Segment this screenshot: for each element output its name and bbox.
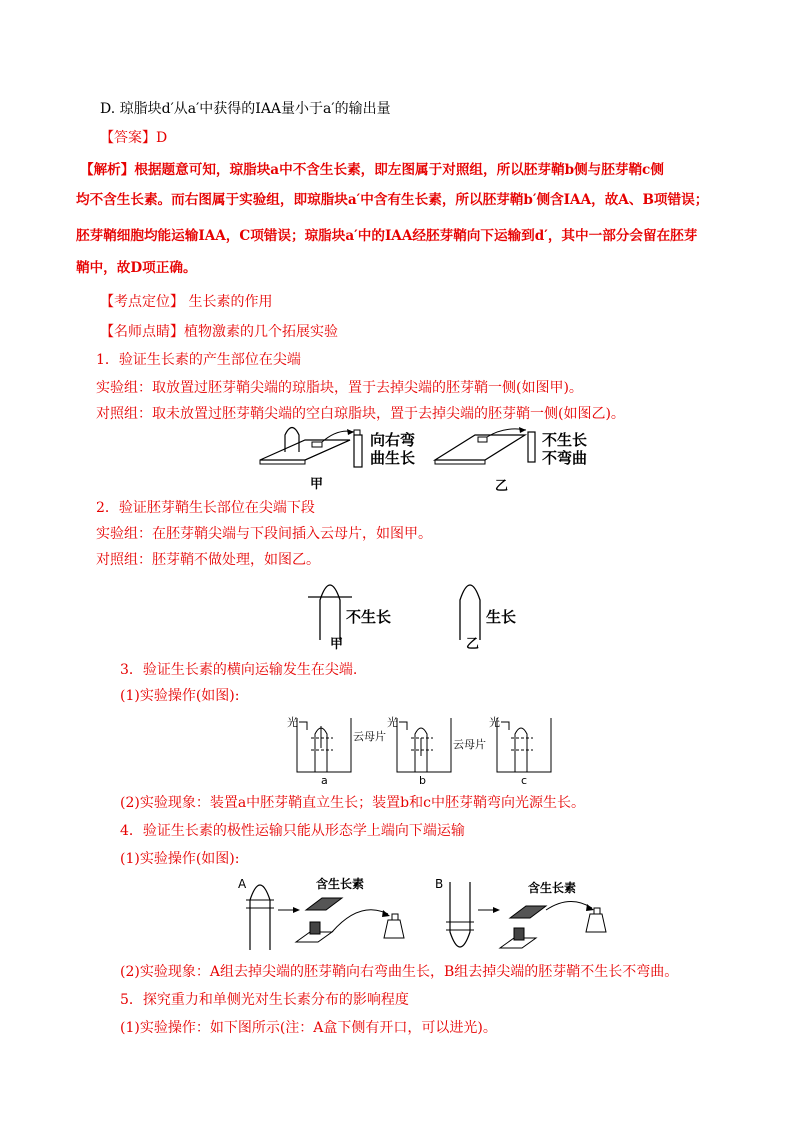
exp3-title: 3．验证生长素的横向运输发生在尖端.: [120, 662, 358, 678]
option-d: D. 琼脂块d′从a′中获得的IAA量小于a′的输出量: [100, 101, 391, 117]
exp1-right-text-1: 不生长: [542, 431, 588, 449]
exp3-phenomenon: (2)实验现象：装置a中胚芽鞘直立生长；装置b和c中胚芽鞘弯向光源生长。: [120, 795, 585, 811]
exp4-label-a: A: [238, 877, 247, 891]
exp1-title: 1．验证生长素的产生部位在尖端: [96, 352, 301, 368]
exp4-figure: [230, 870, 640, 956]
exp2-right-text: 生长: [486, 608, 517, 626]
analysis-line-4: 鞘中，故D项正确。: [76, 260, 197, 276]
exp2-label-yi: 乙: [466, 637, 480, 652]
exp1-ctrl: 对照组：取未放置过胚芽鞘尖端的空白琼脂块，置于去掉尖端的胚芽鞘一侧(如图乙)。: [96, 406, 625, 422]
answer: 【答案】D: [100, 130, 168, 146]
exp3-label-b: b: [419, 774, 426, 787]
exp3-light-b: 光: [387, 716, 398, 729]
exp1-label-yi: 乙: [495, 479, 509, 494]
exp3-mica-a: 云母片: [353, 730, 386, 743]
exp3-light-a: 光: [287, 716, 298, 729]
exp3-mica-b: 云母片: [453, 738, 486, 751]
exp5-op: (1)实验操作：如下图所示(注：A盒下侧有开口，可以进光)。: [120, 1020, 497, 1036]
analysis-line-2: 均不含生长素。而右图属于实验组，即琼脂块a′中含有生长素，所以胚芽鞘b′侧含IAA，故A、B项错误；: [76, 192, 709, 208]
exp4-label-b: B: [435, 877, 444, 891]
exp5-title: 5．探究重力和单侧光对生长素分布的影响程度: [120, 992, 409, 1008]
exp2-figure: [300, 570, 550, 650]
exp4-auxin-b: 含生长素: [528, 881, 577, 895]
exp4-op: (1)实验操作(如图):: [120, 851, 240, 867]
exp3-figure: [285, 712, 555, 794]
exp1-right-text-2: 不弯曲: [542, 449, 588, 467]
exp4-phenomenon: (2)实验现象：A组去掉尖端的胚芽鞘向右弯曲生长，B组去掉尖端的胚芽鞘不生长不弯曲。: [120, 964, 679, 980]
exp2-label-jia: 甲: [330, 637, 344, 652]
mingshi: 【名师点睛】植物激素的几个拓展实验: [100, 324, 338, 340]
kaodian: 【考点定位】 生长素的作用: [100, 294, 273, 310]
exp3-light-c: 光: [489, 716, 500, 729]
exp3-op: (1)实验操作(如图):: [120, 688, 240, 704]
exp2-left-text: 不生长: [346, 608, 392, 626]
exp1-figure: [250, 420, 588, 495]
exp4-auxin-a: 含生长素: [316, 877, 365, 891]
exp4-title: 4．验证生长素的极性运输只能从形态学上端向下端运输: [120, 823, 465, 839]
exp3-label-a: a: [321, 774, 328, 787]
analysis-line-3: 胚芽鞘细胞均能运输IAA，C项错误；琼脂块a′中的IAA经胚芽鞘向下运输到d′，其中一部分会留在胚芽: [76, 228, 698, 244]
exp2-exp: 实验组：在胚芽鞘尖端与下段间插入云母片，如图甲。: [96, 526, 432, 542]
exp1-label-jia: 甲: [310, 477, 324, 492]
analysis-line-1: 【解析】根据题意可知，琼脂块a中不含生长素，即左图属于对照组，所以胚芽鞘b侧与胚芽鞘c侧: [80, 162, 664, 178]
exp3-label-c: c: [521, 774, 528, 787]
exp2-ctrl: 对照组：胚芽鞘不做处理，如图乙。: [96, 552, 320, 568]
exp2-title: 2．验证胚芽鞘生长部位在尖端下段: [96, 500, 315, 516]
exp1-left-text-2: 曲生长: [370, 449, 416, 467]
exp1-exp: 实验组：取放置过胚芽鞘尖端的琼脂块，置于去掉尖端的胚芽鞘一侧(如图甲)。: [96, 380, 583, 396]
exp1-left-text-1: 向右弯: [370, 431, 416, 449]
